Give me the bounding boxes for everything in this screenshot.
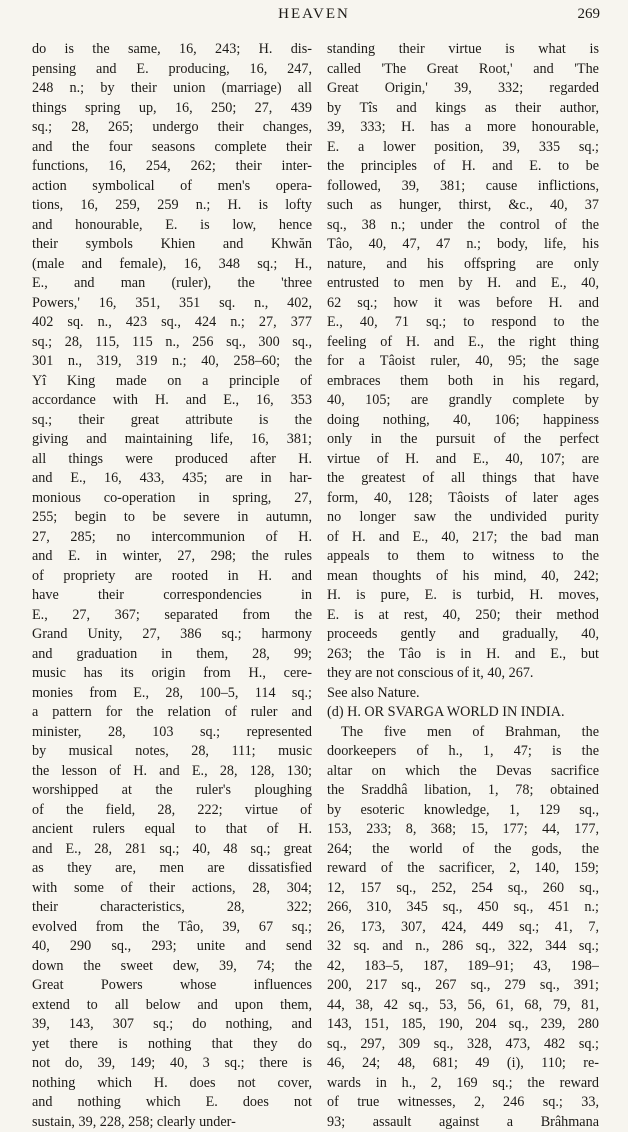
index-line: entrusted to men by H. and E., 40, — [327, 274, 599, 294]
index-line: evolved from the Tâo, 39, 67 sq.; — [32, 918, 312, 938]
index-line: nothing which H. does not cover, — [32, 1074, 312, 1094]
index-line: such as hunger, thirst, &c., 40, 37 — [327, 196, 599, 216]
index-line: as they are, men are dissatisfied — [32, 859, 312, 879]
index-line: of true witnesses, 2, 246 sq.; 33, — [327, 1093, 599, 1113]
index-line: altar on which the Devas sacrifice — [327, 762, 599, 782]
index-line: reward of the sacrificer, 2, 140, 159; — [327, 859, 599, 879]
index-line: 12, 157 sq., 252, 254 sq., 260 sq., — [327, 879, 599, 899]
index-line: and nothing which E. does not — [32, 1093, 312, 1113]
page-number: 269 — [578, 6, 601, 23]
index-line: accordance with H. and E., 16, 353 — [32, 391, 312, 411]
index-line: have their correspondencies in — [32, 586, 312, 606]
index-line: the greatest of all things that have — [327, 469, 599, 489]
index-line: mean thoughts of his mind, 40, 242; — [327, 567, 599, 587]
index-line: Yî King made on a principle of — [32, 372, 312, 392]
index-line: down the sweet dew, 39, 74; the — [32, 957, 312, 977]
index-line: sq., 297, 309 sq., 328, 473, 482 sq.; — [327, 1035, 599, 1055]
index-line: and E., 16, 433, 435; are in har- — [32, 469, 312, 489]
index-line: nature, and his offspring are only — [327, 255, 599, 275]
index-line: E., and man (ruler), the 'three — [32, 274, 312, 294]
index-line: 32 sq. and n., 286 sq., 322, 344 sq.; — [327, 937, 599, 957]
index-line: by esoteric knowledge, 1, 129 sq., — [327, 801, 599, 821]
index-line: wards in h., 2, 169 sq.; the reward — [327, 1074, 599, 1094]
running-head — [0, 6, 628, 28]
right-column — [327, 40, 599, 1132]
index-line: ancient rulers equal to that of H. — [32, 820, 312, 840]
index-line: 40, 105; are grandly complete by — [327, 391, 599, 411]
index-line: form, 40, 128; Tâoists of later ages — [327, 489, 599, 509]
index-line: called 'The Great Root,' and 'The — [327, 60, 599, 80]
index-line: E. is at rest, 40, 250; their method — [327, 606, 599, 626]
index-line: their symbols Khien and Khwăn — [32, 235, 312, 255]
index-line: functions, 16, 254, 262; their inter- — [32, 157, 312, 177]
index-line: a pattern for the relation of ruler and — [32, 703, 312, 723]
index-line: the principles of H. and E. to be — [327, 157, 599, 177]
index-line: yet there is nothing that they do — [32, 1035, 312, 1055]
index-line: and honourable, E. is low, hence — [32, 216, 312, 236]
index-line: tions, 16, 259, 259 n.; H. is lofty — [32, 196, 312, 216]
index-line: Great Origin,' 39, 332; regarded — [327, 79, 599, 99]
running-title: HEAVEN — [0, 6, 628, 23]
index-line: sq.; 28, 115, 115 n., 256 sq., 300 sq., — [32, 333, 312, 353]
index-line: for a Tâoist ruler, 40, 95; the sage — [327, 352, 599, 372]
index-line: doing nothing, 40, 106; happiness — [327, 411, 599, 431]
index-line: 39, 143, 307 sq.; do nothing, and — [32, 1015, 312, 1035]
index-line: of the field, 28, 222; virtue of — [32, 801, 312, 821]
index-line: (male and female), 16, 348 sq.; H., — [32, 255, 312, 275]
index-line: E., 40, 71 sq.; to respond to the — [327, 313, 599, 333]
index-line: 402 sq. n., 423 sq., 424 n.; 27, 377 — [32, 313, 312, 333]
index-line: pensing and E. producing, 16, 247, — [32, 60, 312, 80]
index-line: sustain, 39, 228, 258; clearly under- — [32, 1113, 312, 1132]
index-line: and the four seasons complete their — [32, 138, 312, 158]
index-line: 39, 333; H. has a more honourable, — [327, 118, 599, 138]
index-line: only in the pursuit of the perfect — [327, 430, 599, 450]
index-line: not do, 39, 149; 40, 3 sq.; there is — [32, 1054, 312, 1074]
index-line: 26, 173, 307, 424, 449 sq.; 41, 7, — [327, 918, 599, 938]
index-line: action symbolical of men's opera- — [32, 177, 312, 197]
index-line: by musical notes, 28, 111; music — [32, 742, 312, 762]
index-line: doorkeepers of h., 1, 47; is the — [327, 742, 599, 762]
index-line: appeals to them to witness to the — [327, 547, 599, 567]
index-line: 42, 183–5, 187, 189–91; 43, 198– — [327, 957, 599, 977]
index-line: sq.; 28, 265; undergo their changes, — [32, 118, 312, 138]
index-line: 301 n., 319, 319 n.; 40, 258–60; the — [32, 352, 312, 372]
index-line: E. a lower position, 39, 335 sq.; — [327, 138, 599, 158]
index-line: 200, 217 sq., 267 sq., 279 sq., 391; — [327, 976, 599, 996]
index-line: they are not conscious of it, 40, 267. — [327, 664, 599, 684]
index-line: their characteristics, 28, 322; — [32, 898, 312, 918]
index-line: See also Nature. — [327, 684, 599, 704]
index-line: Grand Unity, 27, 386 sq.; harmony — [32, 625, 312, 645]
index-line: 143, 151, 185, 190, 204 sq., 239, 280 — [327, 1015, 599, 1035]
index-line: embraces them both in his regard, — [327, 372, 599, 392]
index-line: monious co-operation in spring, 27, — [32, 489, 312, 509]
index-line: Powers,' 16, 351, 351 sq. n., 402, — [32, 294, 312, 314]
index-line: extend to all below and upon them, — [32, 996, 312, 1016]
index-line: 44, 38, 42 sq., 53, 56, 61, 68, 79, 81, — [327, 996, 599, 1016]
index-line: do is the same, 16, 243; H. dis- — [32, 40, 312, 60]
index-line: proceeds gently and gradually, 40, — [327, 625, 599, 645]
index-line: Tâo, 40, 47, 47 n.; body, life, his — [327, 235, 599, 255]
index-line: monies from E., 28, 100–5, 114 sq.; — [32, 684, 312, 704]
index-line: sq., 38 n.; under the control of the — [327, 216, 599, 236]
index-line: 62 sq.; how it was before H. and — [327, 294, 599, 314]
index-line: and E. in winter, 27, 298; the rules — [32, 547, 312, 567]
index-line: sq.; their great attribute is the — [32, 411, 312, 431]
index-line: 266, 310, 345 sq., 450 sq., 451 n.; — [327, 898, 599, 918]
index-line: virtue of H. and E., 40, 107; are — [327, 450, 599, 470]
index-line: 263; the Tâo is in H. and E., but — [327, 645, 599, 665]
index-line: (d) H. OR SVARGA WORLD IN INDIA. — [327, 703, 599, 723]
index-line: things spring up, 16, 250; 27, 439 — [32, 99, 312, 119]
index-line: worshipped at the ruler's ploughing — [32, 781, 312, 801]
index-line: minister, 28, 103 sq.; represented — [32, 723, 312, 743]
index-line: the lesson of H. and E., 28, 128, 130; — [32, 762, 312, 782]
index-line: the Sraddhâ libation, 1, 78; obtained — [327, 781, 599, 801]
index-line: and E., 28, 281 sq.; 40, 48 sq.; great — [32, 840, 312, 860]
index-line: of H. and E., 40, 217; the bad man — [327, 528, 599, 548]
index-line: 248 n.; by their union (marriage) all — [32, 79, 312, 99]
index-line: Great Powers whose influences — [32, 976, 312, 996]
index-line: 264; the world of the gods, the — [327, 840, 599, 860]
index-line: 40, 290 sq., 293; unite and send — [32, 937, 312, 957]
index-line: no longer saw the undivided purity — [327, 508, 599, 528]
index-line: music has its origin from H., cere- — [32, 664, 312, 684]
index-line: by Tîs and kings as their author, — [327, 99, 599, 119]
index-line: 153, 233; 8, 368; 15, 177; 44, 177, — [327, 820, 599, 840]
index-line: 27, 285; no intercommunion of H. — [32, 528, 312, 548]
index-line: 93; assault against a Brâhmana — [327, 1113, 599, 1132]
index-line: giving and maintaining life, 16, 381; — [32, 430, 312, 450]
index-line: and graduation in them, 28, 99; — [32, 645, 312, 665]
index-line: 255; begin to be severe in autumn, — [32, 508, 312, 528]
index-line: with some of their actions, 28, 304; — [32, 879, 312, 899]
index-line: followed, 39, 381; cause inflictions, — [327, 177, 599, 197]
index-line: all things were produced after H. — [32, 450, 312, 470]
index-line: 46, 24; 48, 681; 49 (i), 110; re- — [327, 1054, 599, 1074]
index-line: The five men of Brahman, the — [327, 723, 599, 743]
index-line: H. is pure, E. is turbid, H. moves, — [327, 586, 599, 606]
index-line: of propriety are rooted in H. and — [32, 567, 312, 587]
left-column — [32, 40, 312, 1132]
index-line: feeling of H. and E., the right thing — [327, 333, 599, 353]
index-line: standing their virtue is what is — [327, 40, 599, 60]
index-line: E., 27, 367; separated from the — [32, 606, 312, 626]
